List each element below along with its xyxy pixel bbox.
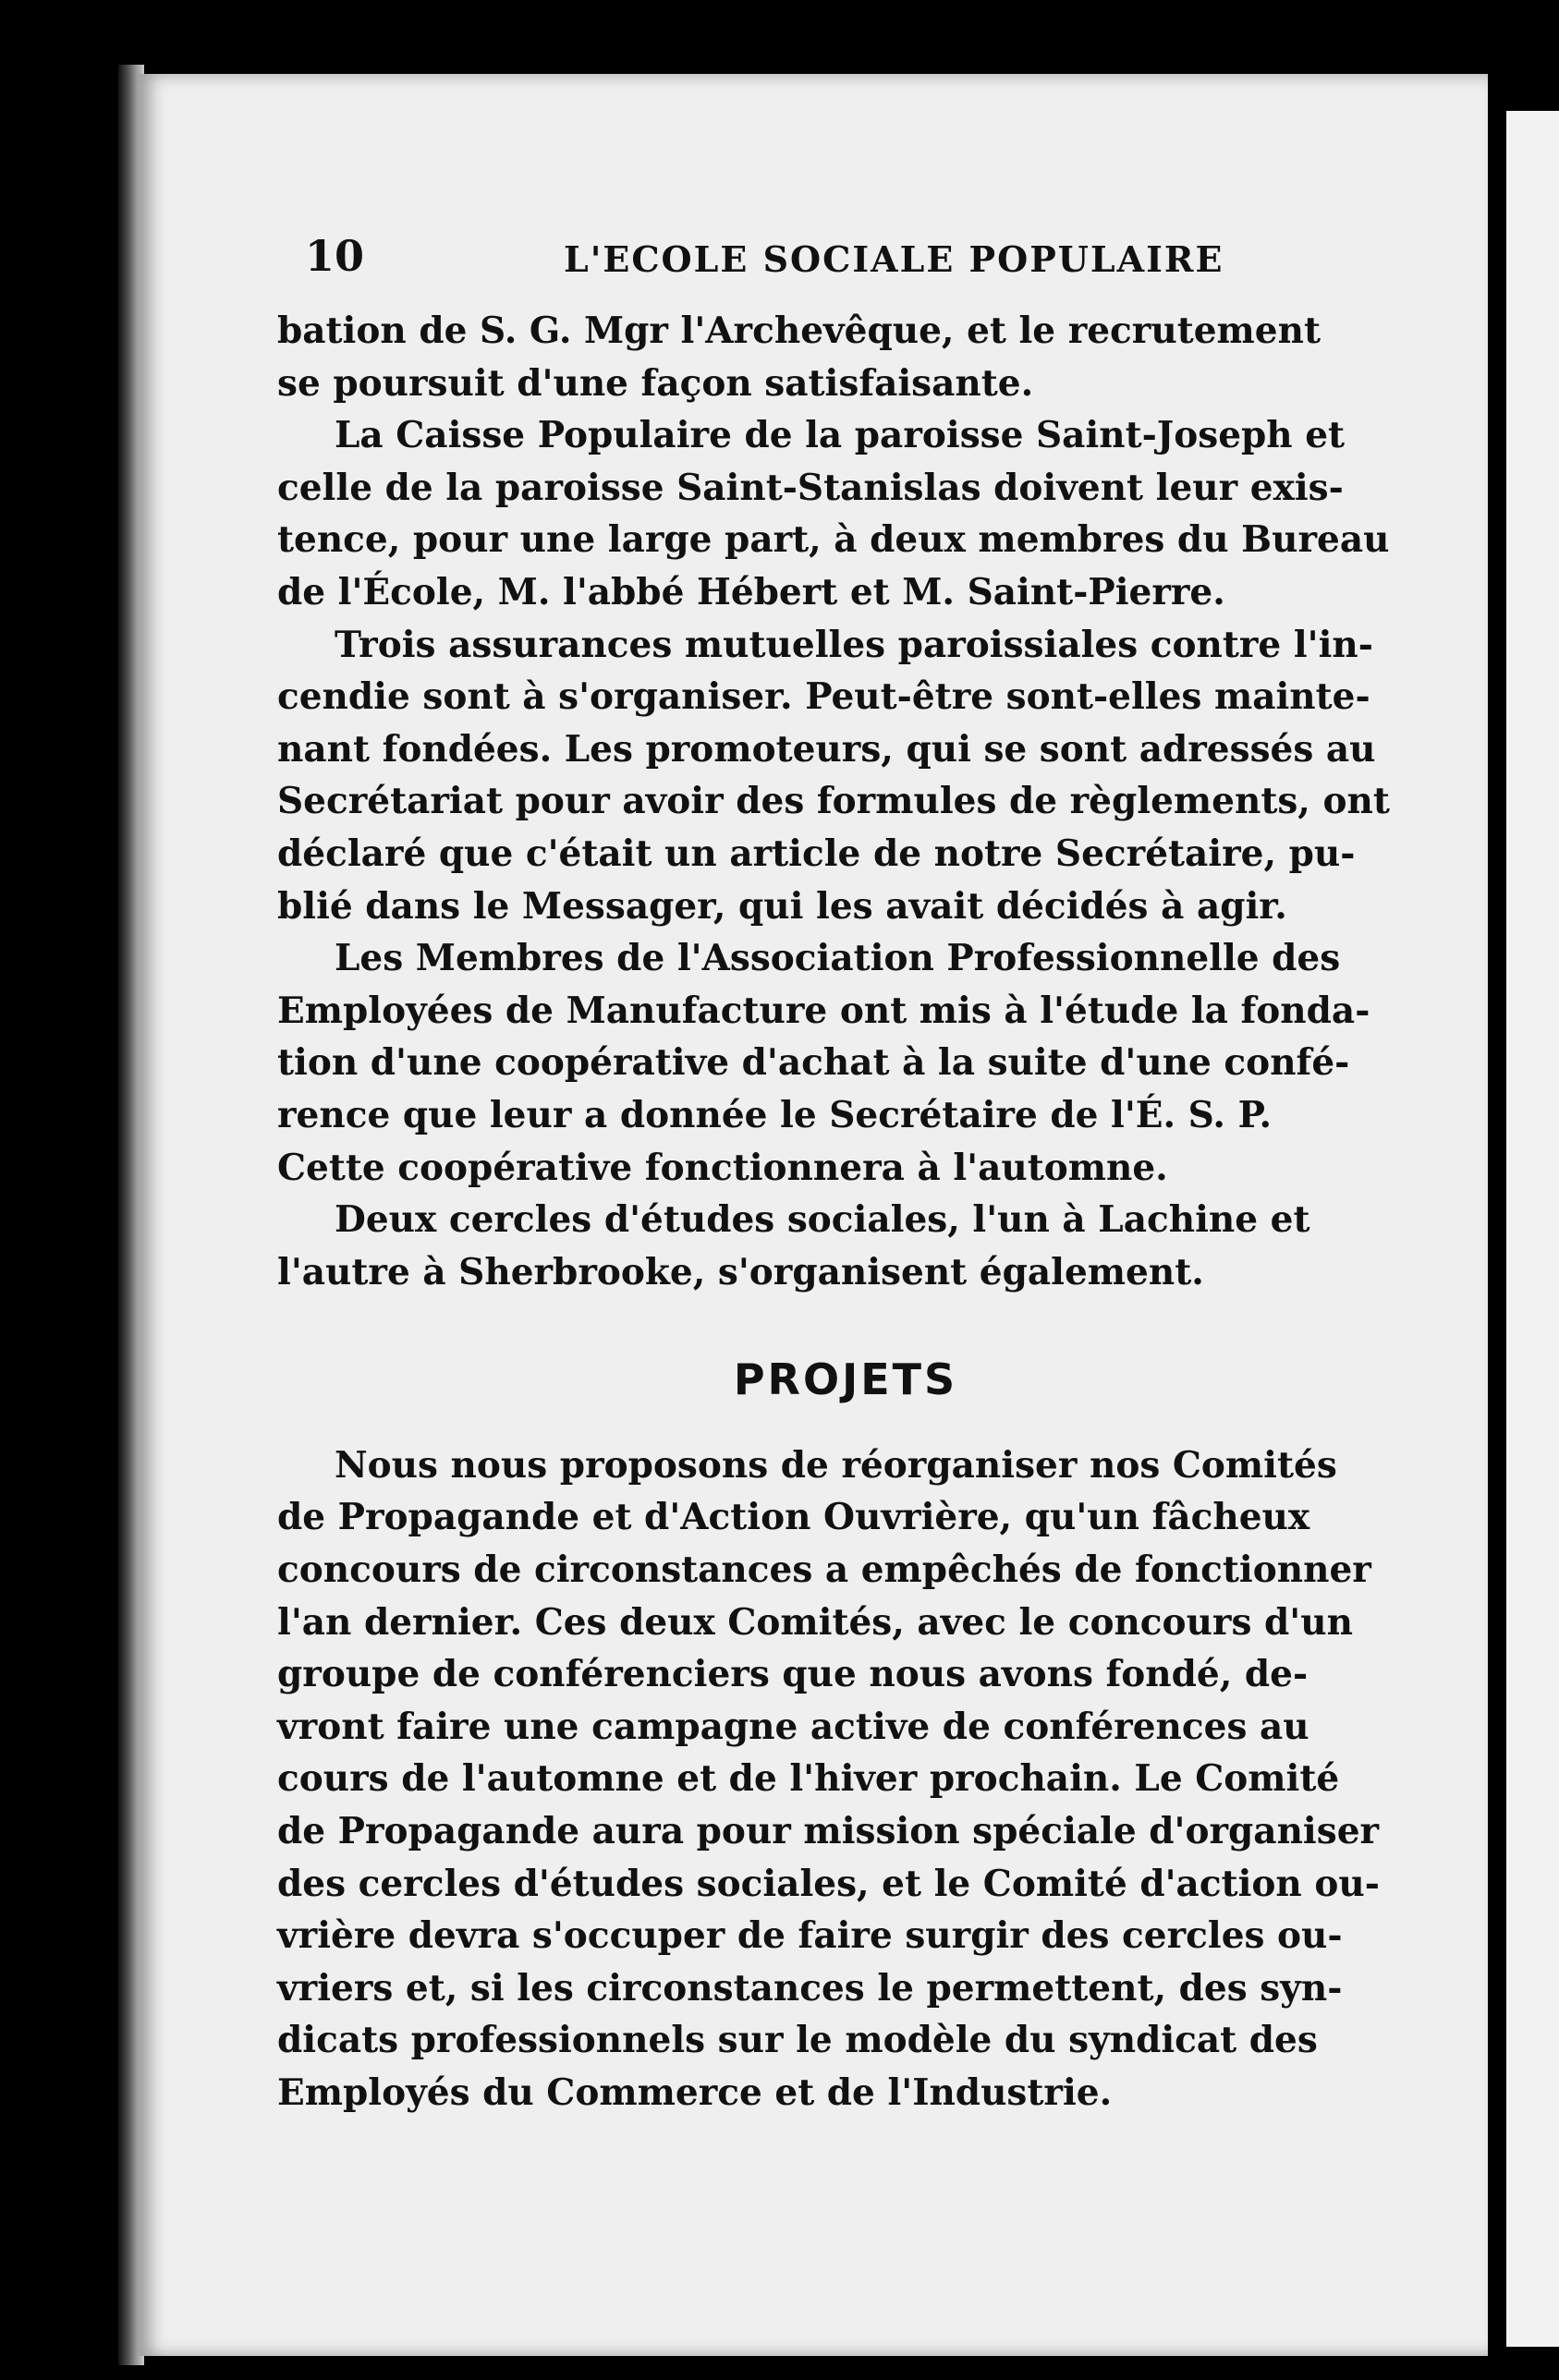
text-line: Secrétariat pour avoir des formules de règlements, ont	[277, 780, 1390, 823]
text-line: vront faire une campagne active de conférences au	[277, 1705, 1309, 1748]
page-body	[277, 305, 1414, 2119]
paragraph	[277, 1439, 1414, 2119]
paragraph	[277, 619, 1414, 933]
paragraph	[277, 1194, 1414, 1298]
text-line: vrière devra s'occuper de faire surgir des cercles ou-	[277, 1914, 1343, 1958]
text-line: des cercles d'études sociales, et le Comité d'action ou-	[277, 1862, 1380, 1905]
text-line: cours de l'automne et de l'hiver prochain. Le Comité	[277, 1757, 1340, 1801]
text-line: déclaré que c'était un article de notre Secrétaire, pu-	[277, 832, 1356, 875]
text-line: Employées de Manufacture ont mis à l'étude la fonda-	[277, 989, 1370, 1032]
next-page-edge	[1506, 111, 1559, 2347]
text-line: Employés du Commerce et de l'Industrie.	[277, 2071, 1113, 2114]
text-line: de Propagande et d'Action Ouvrière, qu'un fâcheux	[277, 1496, 1310, 1539]
running-title: L'ECOLE SOCIALE POPULAIRE	[564, 238, 1224, 280]
text-line: dicats professionnels sur le modèle du syndicat des	[277, 2019, 1318, 2062]
text-line: concours de circonstances a empêchés de fonctionner	[277, 1548, 1371, 1592]
text-line: vriers et, si les circonstances le permettent, des syn-	[277, 1966, 1343, 2010]
text-line: Les Membres de l'Association Professionnelle des	[335, 937, 1341, 980]
page-gap	[1488, 74, 1506, 2356]
text-line: tion d'une coopérative d'achat à la suite d'une confé-	[277, 1041, 1350, 1085]
text-line: Nous nous proposons de réorganiser nos Comités	[335, 1443, 1337, 1487]
text-line: groupe de conférenciers que nous avons fondé, de-	[277, 1653, 1309, 1696]
text-line: blié dans le Messager, qui les avait décidés à agir.	[277, 884, 1287, 928]
text-line: bation de S. G. Mgr l'Archevêque, et le recrutement	[277, 310, 1321, 352]
text-line: de Propagande aura pour mission spéciale d'organiser	[277, 1810, 1380, 1853]
text-line: rence que leur a donnée le Secrétaire de l'É. S. P.	[277, 1093, 1273, 1136]
text-line: tence, pour une large part, à deux membres du Bureau	[277, 518, 1390, 562]
text-line: cendie sont à s'organiser. Peut-être sont-elles mainte-	[277, 675, 1370, 719]
page-number: 10	[305, 231, 365, 281]
section-heading: PROJETS	[733, 1354, 958, 1405]
text-line: Cette coopérative fonctionnera à l'automne.	[277, 1146, 1168, 1189]
text-line: La Caisse Populaire de la paroisse Saint-Joseph et	[335, 414, 1346, 457]
text-line: celle de la paroisse Saint-Stanislas doivent leur exis-	[277, 466, 1344, 509]
paragraph	[277, 932, 1414, 1194]
text-line: l'autre à Sherbrooke, s'organisent également.	[277, 1250, 1204, 1293]
text-line: nant fondées. Les promoteurs, qui se sont adressés au	[277, 727, 1376, 771]
text-line: Trois assurances mutuelles paroissiales contre l'in-	[335, 623, 1373, 666]
paragraph	[277, 409, 1414, 618]
text-line: Deux cercles d'études sociales, l'un à Lachine et	[335, 1198, 1310, 1242]
text-line: se poursuit d'une façon satisfaisante.	[277, 361, 1034, 405]
text-line: l'an dernier. Ces deux Comités, avec le concours d'un	[277, 1600, 1353, 1644]
paragraph	[277, 305, 1414, 409]
text-line: de l'École, M. l'abbé Hébert et M. Saint-Pierre.	[277, 570, 1225, 613]
page-header	[305, 231, 1395, 286]
